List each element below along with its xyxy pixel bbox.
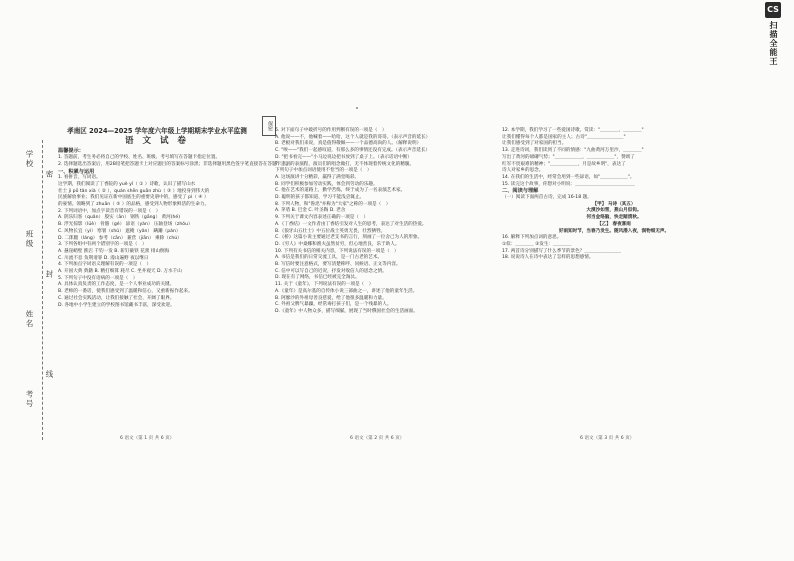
text-line: （一）阅读下面两首古诗，完成 16-18 题。 — [502, 195, 592, 201]
text-line: B. 阿廖沙的外祖母善良慈爱，给了他很多温暖和力量。 — [275, 295, 387, 301]
field-school: 学校 — [25, 150, 34, 169]
text-line: 8. 下列人物，和"鲁迅"并称为"大家"之称的一项是（ ） — [275, 201, 391, 207]
text-line: B.《狼牙山五壮士》中五位战士英勇无畏，壮烈牺牲。 — [275, 228, 386, 234]
confidential-stamp: 保密 — [262, 116, 276, 136]
text-line: C. 通过社会实践活动，让我们接触了社会，开阔了眼界。 — [58, 295, 175, 301]
text-line: A. 具体认真负责的工作态度，是一个人事业成功的关键。 — [58, 282, 175, 288]
text-line: C. 外祖父脾气暴躁，经常毒打孩子们，是一个残暴的人。 — [275, 302, 392, 308]
text-line: 7. 京剧的表演程，演员们的唱念做打，无不体现着传统文化的精髓。 — [275, 161, 415, 167]
text-line: 这学期，我们阅读了丁香院的 yuè yǐ（ ① ）诗歌，认识了描写山水 — [58, 181, 196, 187]
text-line: A. 阴乐归客（quǎn） 殷实（ān） 钢铁（gāng） 黄河(hé) — [58, 215, 181, 221]
text-line: D.《童年》中人物众多，描写细腻，展现了当时俄国社会的生活画面。 — [275, 308, 418, 314]
text-line: B. 同学们积极参加劳动实践，体会到劳动的乐趣。 — [275, 181, 378, 187]
text-line: D. 二郎腿（láng） 参考（cān） 兼营（jiān） 乘除（chú） — [58, 235, 182, 241]
text-line: 15. 读完这个故事，你想对小明说：＿＿＿＿＿＿＿＿＿＿＿＿＿ — [502, 181, 635, 187]
text-line: B. 浮光掠影（lüè） 骨骼（gé） 谚语（yàn） 压轴登场（zhóu） — [58, 222, 193, 228]
text-line: C. 风物长宜（yí） 寒暑（shǔ） 遮掩（yǎn） 蹒跚（pán） — [58, 228, 181, 234]
text-line: C. 川流不息 负荆请罪 D. 漫山遍野 夜以继日 — [58, 255, 149, 261]
scan-dot — [356, 107, 358, 109]
text-line: 民族解放事业；我们见证在新中国底生的重要史册中的，感受了 pì（ ④ ） — [58, 195, 209, 201]
text-line: 6. 对下面句子中破折号的作用判断有误的一项是（ ） — [275, 128, 387, 133]
page-column-3 — [502, 128, 726, 262]
page-footer-2: 6 语文（第 2 页 共 6 页） — [350, 436, 405, 441]
text-line: 让我们懂得每个人都是国家的主人；古诗"＿＿＿＿＿＿＿＿" — [502, 134, 626, 140]
text-line: A. 茅盾 B. 巴金 C. 叶圣陶 D. 老舍 — [275, 208, 346, 214]
binding-strip — [4, 140, 54, 440]
text-line: B. 老师的一番话，使我们感受到了温暖和信心，又重新振作起来。 — [58, 289, 193, 295]
text-line: 10. 下列有关书信的相关内容，下列说法有误的一项是（ ） — [275, 248, 399, 254]
text-line: 【乙】 春夜喜雨 — [597, 221, 631, 227]
text-line: A. 书信是我们的日常交流工具，是一门古老的艺术。 — [275, 255, 383, 261]
text-line: C. 信中可以写自己的近况，抒发对收信人的思念之情。 — [275, 268, 387, 274]
text-line: A. 这场演讲十分精彩，赢得了满堂喝彩。 — [275, 174, 360, 180]
text-line: C.《桥》这篇小说主要通过老支书的言行，刻画了一位舍己为人的形象。 — [275, 235, 423, 241]
text-line: 18. 说说诗人在诗中表达了怎样的思想感情。 — [502, 255, 594, 261]
column-2-lines — [275, 128, 483, 316]
text-line: D.《穷人》中桑娜和渔夫虽然贫穷，但心地善良，乐于助人。 — [275, 241, 400, 247]
text-line: B. 写信时要注意格式，要写清楚称呼、问候语、正文等内容。 — [275, 262, 401, 268]
exam-subtitle: 语 文 试 卷 — [125, 135, 189, 146]
text-line: 红军不畏艰难的精神；"＿＿＿＿＿＿，月是故乡明"，表达了 — [502, 161, 626, 167]
page-footer-3: 6 语文（第 3 页 共 6 页） — [580, 436, 635, 441]
text-line: D. 各地中小学生建立的学校图书馆藏书丰富，深受欢迎。 — [58, 302, 175, 308]
field-name: 姓名 — [25, 310, 34, 329]
text-line: 【甲】 马诗（其五） — [592, 201, 636, 207]
binding-label-2: 封 — [45, 270, 54, 280]
text-line: 2. 选择题选出答案后，用2B铅笔把答题卡上对应题目的答案标号涂黑；非选择题用黑色签字笔直接答在答题卡上。 — [58, 161, 291, 167]
text-line: A. 他说——不，他喊着——哈哈，这个人就是我的哥哥。（表示声音的延长） — [275, 134, 431, 140]
text-line: A. 悬崖峭壁 跌宕 千钧一发 B. 斩钉截铁 花蕾 排山倒海 — [58, 248, 170, 254]
scan-app-logo — [760, 2, 786, 77]
text-line: 3. 下列各组中有两个错别字的一项是（ ） — [58, 242, 147, 248]
page-footer-1: 6 语文（第 1 页 共 6 页） — [120, 436, 175, 441]
text-line: A.《丁香结》一文作者由丁香结引发对人生的思考，表达了对生活的热爱。 — [275, 221, 427, 227]
binding-dashed-line — [42, 140, 43, 440]
text-line: 诗人对家乡的思念。 — [502, 168, 544, 174]
text-line: 4. 下列加点字词语义理解有误的一项是（ ） — [58, 262, 152, 268]
binding-label-3: 线 — [45, 370, 54, 380]
text-line: C. "唉——"我们一起感叹道，有那么多的事情还没有完成。（表示声音延长） — [275, 148, 431, 154]
text-line: 16. 解释下列加点词的意思。 — [502, 235, 562, 241]
text-line: 9. 下列关于课文内容表述正确的一项是（ ） — [275, 215, 369, 221]
text-line: 下列句子中加点词语使用不恰当的一项是（ ） — [275, 168, 372, 174]
text-line: 写出了黄河的磅礴气势；"＿＿＿＿＿＿，＿＿＿＿＿＿"，赞颂了 — [502, 154, 635, 160]
column-1-lines — [58, 148, 291, 309]
binding-label-1: 密 — [45, 170, 54, 180]
column-3-lines — [502, 128, 726, 262]
text-line: C. 他在艺术的道路上，勤学苦练，终于成为了一名表演艺术家。 — [275, 188, 406, 194]
text-line: 17. 两首诗分别描写了什么季节的景色？＿＿＿＿＿＿＿＿ — [502, 248, 622, 254]
page-column-1 — [58, 127, 291, 309]
text-line: D. 现在有了网络，书信已经被完全淘汰。 — [275, 275, 360, 281]
cs-logo-icon: CS — [765, 2, 781, 18]
text-line: 1. 答题前，考生务必将自己的学校、姓名、班级、考号填写在答题卡指定位置。 — [58, 155, 221, 161]
text-line: 的豪情。领略到了 zhuān（ ⑤ ）的品格，感受到人物形象鲜活的生命力。 — [58, 202, 210, 208]
text-line: 12. 本学期，我们学习了一些爱国诗歌，赏读："＿＿＿＿，＿＿＿＿" — [502, 128, 644, 133]
text-line: 何当金络脑，快走踏清秋。 — [586, 215, 642, 221]
text-line: 14. 在我们的生活中，经常会用到一些谚语，如"＿＿＿＿＿＿"。 — [502, 174, 635, 180]
text-line: B. 老板对我们来说，真是值得敬佩——一个品德高尚的人。（解释说明） — [275, 141, 422, 147]
text-line: A. 开国大典 典籍 B. 精打细算 耗尽 C. 坐井观天 D. 万水千山 — [58, 269, 182, 275]
text-line: 壮士 jì pō tǎn xià（ ② ），quán shēn guān zhù（ ③ ）地投身到伟大的 — [58, 188, 210, 194]
text-line: D. 聪明的孩子都知道，学习不能浅尝辄止。 — [275, 195, 365, 201]
text-line: 13. 走进诗词，我们读到了不同的情感："九曲黄河万里沙，＿＿＿＿" — [502, 148, 644, 154]
text-line: 让我们感受到了对家国的担当。 — [502, 141, 567, 147]
text-line: D. "把书看完——"小马边说边把书放到了桌子上。（表示话语中断） — [275, 154, 413, 160]
text-line: 二、阅读与理解 — [502, 188, 539, 195]
text-line: 好雨知时节，当春乃发生。随风潜入夜，润物细无声。 — [558, 228, 670, 234]
text-line: 一、积累与运用 — [58, 168, 95, 175]
text-line: 温馨提示： — [58, 148, 84, 155]
text-line: 1. 看拼音，写词语。 — [58, 175, 101, 181]
scan-app-name: 扫描全能王 — [769, 21, 778, 66]
text-line: ①似：＿＿＿＿ ②发生：＿＿＿＿ — [502, 241, 572, 247]
page-column-2 — [275, 128, 483, 316]
exam-title: 孝南区 2024—2025 学年度六年级上学期期末学业水平监测 — [67, 127, 247, 135]
text-line: 2. 下列词语中，加点字读音有错误的一项是（ ） — [58, 208, 161, 214]
field-class: 班级 — [25, 230, 34, 249]
text-line: A.《童年》是高尔基的自传体小说三部曲之一，讲述了他的童年生活。 — [275, 288, 418, 294]
text-line: 大漠沙如雪，燕山月似钩。 — [586, 208, 642, 214]
text-line: 5. 下列句子中没有语病的一项是（ ） — [58, 275, 138, 281]
text-line: 11. 关于《童年》，下列说法有误的一项是（ ） — [275, 282, 374, 288]
field-id: 考号 — [25, 390, 34, 409]
